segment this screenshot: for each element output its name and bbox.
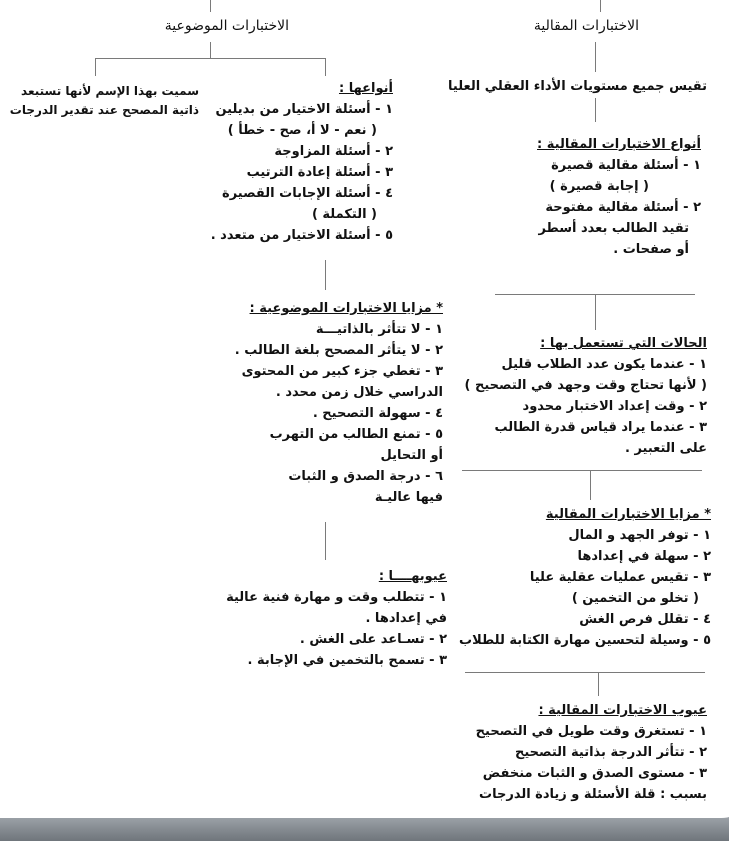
essay-types-section: [537, 134, 701, 260]
list-item: ( لأنها تحتاج وقت وجهد في التصحيح ): [464, 378, 707, 393]
list-item: ٥ - وسيلة لتحسين مهارة الكتابة للطلاب: [459, 633, 711, 648]
list-item: ٤ - أسئلة الإجابات القصيرة: [222, 186, 393, 201]
list-item: أو صفحات .: [613, 242, 689, 257]
connector: [598, 672, 599, 696]
essay-uses-section: [465, 333, 707, 459]
essay-uses-heading: الحالات التي تستعمل بها :: [540, 336, 707, 351]
list-item: ١ - عندما يكون عدد الطلاب قليل: [501, 357, 707, 372]
objective-types-heading: أنواعها :: [338, 81, 393, 96]
list-item: تقيد الطالب بعدد أسطر: [538, 221, 689, 236]
objective-disadvantages-heading: عيوبهــــا :: [378, 569, 447, 584]
essay-disadvantages-heading: عيوب الاختبارات المقالية :: [538, 703, 707, 718]
connector: [210, 0, 211, 12]
list-item: في إعدادها .: [365, 611, 447, 626]
list-item: ( نعم - لا أ، صح - خطأ ): [227, 123, 377, 138]
note-line: سميت بهذا الإسم لأنها تستبعد: [21, 84, 199, 98]
objective-column-title: الاختبارات الموضوعية: [164, 18, 289, 34]
note-line: ذاتية المصحح عند تقدير الدرجات: [9, 103, 199, 117]
list-item: ٣ - تسمح بالتخمين في الإجابة .: [247, 653, 447, 668]
connector: [95, 58, 325, 59]
connector: [325, 522, 326, 560]
list-item: ٤ - تقلل فرص الغش: [579, 612, 711, 627]
connector: [325, 260, 326, 290]
list-item: ٦ - درجة الصدق و الثبات: [288, 469, 443, 484]
list-item: ١ - توفر الجهد و المال: [568, 528, 711, 543]
list-item: ( إجابة قصيرة ): [549, 179, 649, 194]
objective-advantages-heading: * مزايا الاختبارات الموضوعية :: [249, 301, 443, 316]
list-item: ٣ - تغطي جزء كبير من المحتوى: [241, 364, 443, 379]
list-item: أو التحايل: [380, 448, 443, 463]
list-item: ٢ - سهلة في إعدادها: [577, 549, 711, 564]
list-item: ( تخلو من التخمين ): [571, 591, 699, 606]
list-item: ١ - أسئلة مقالية قصيرة: [551, 158, 701, 173]
list-item: ٥ - تمنع الطالب من التهرب: [269, 427, 443, 442]
list-item: ١ - تستغرق وقت طويل في التصحيح: [475, 724, 707, 739]
connector: [210, 42, 211, 58]
essay-types-heading: أنواع الاختبارات المقالية :: [537, 137, 701, 152]
list-item: ٢ - لا يتأثر المصحح بلغة الطالب .: [234, 343, 443, 358]
connector: [95, 58, 96, 76]
essay-advantages-section: [459, 504, 711, 651]
connector: [595, 294, 596, 330]
list-item: ٢ - أسئلة مقالية مفتوحة: [545, 200, 701, 215]
connector: [325, 58, 326, 76]
objective-note: [10, 82, 199, 120]
connector: [590, 470, 591, 500]
objective-disadvantages-section: [226, 566, 447, 671]
list-item: ٢ - وقت إعداد الاختبار محدود: [522, 399, 707, 414]
essay-column-title: الاختبارات المقالية: [533, 18, 639, 34]
connector: [465, 672, 705, 673]
list-item: ٣ - مستوى الصدق و الثبات منخفض: [482, 766, 707, 781]
connector: [462, 470, 702, 471]
list-item: بسبب : قلة الأسئلة و زيادة الدرجات: [479, 787, 707, 802]
list-item: ٢ - أسئلة المزاوجة: [274, 144, 393, 159]
connector: [600, 0, 601, 12]
objective-types-section: [211, 78, 393, 246]
list-item: فيها عاليـة: [374, 490, 443, 505]
list-item: ٤ - سهولة التصحيح .: [312, 406, 443, 421]
list-item: على التعبير .: [624, 441, 707, 456]
essay-advantages-heading: * مزايا الاختبارات المقالية: [545, 507, 711, 522]
list-item: ( التكملة ): [311, 207, 377, 222]
list-item: ٣ - أسئلة إعادة الترتيب: [246, 165, 393, 180]
objective-advantages-section: [235, 298, 443, 508]
list-item: ٢ - تتأثر الدرجة بذاتية التصحيح: [514, 745, 707, 760]
list-item: ١ - تتطلب وقت و مهارة فنية عالية: [226, 590, 447, 605]
photo-frame-bottom: [0, 818, 729, 841]
connector: [595, 98, 596, 122]
essay-disadvantages-section: [476, 700, 707, 805]
connector: [595, 42, 596, 72]
list-item: ٣ - عندما يراد قياس قدرة الطالب: [494, 420, 707, 435]
list-item: ٣ - تقيس عمليات عقلية عليا: [529, 570, 711, 585]
essay-summary: تقيس جميع مستويات الأداء العقلي العليا: [448, 79, 707, 94]
list-item: الدراسي خلال زمن محدد .: [275, 385, 443, 400]
list-item: ١ - أسئلة الاختيار من بديلين: [215, 102, 393, 117]
list-item: ٢ - تسـاعد على الغش .: [299, 632, 447, 647]
list-item: ١ - لا تتأثر بالذاتيـــة: [315, 322, 443, 337]
list-item: ٥ - أسئلة الاختيار من متعدد .: [210, 228, 393, 243]
